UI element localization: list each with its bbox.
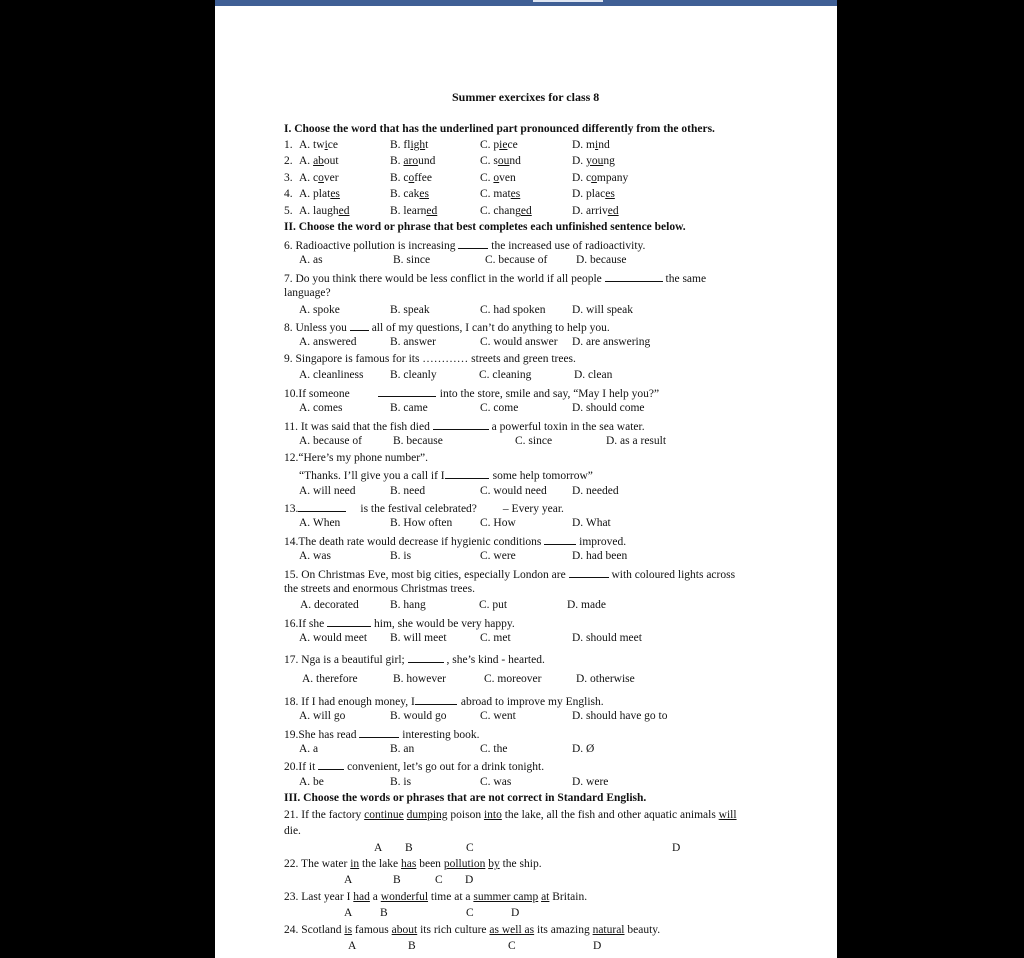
section-3-heading: III. Choose the words or phrases that are not correct in Standard English. xyxy=(284,792,647,804)
q21-stem: 21. If the factory continue dumping poison into the lake, all the fish and other aquatic animals will xyxy=(284,809,737,821)
q9-opt-a: A. cleanliness xyxy=(299,369,364,381)
p1-q1-d: D. mind xyxy=(572,139,610,151)
q10-stem: 10.If someone into the store, smile and say, “May I help you?” xyxy=(284,385,659,401)
p1-q5-a: A. laughed xyxy=(299,205,350,217)
q7-opt-d: D. will speak xyxy=(572,304,634,316)
document-page xyxy=(215,0,837,958)
q7-opt-a: A. spoke xyxy=(299,304,340,316)
q14-opt-c: C. were xyxy=(480,550,516,562)
q10-opt-b: B. came xyxy=(390,402,428,414)
q12-opt-d: D. needed xyxy=(572,485,619,497)
p1-q5-num: 5. xyxy=(284,205,293,217)
q14-opt-d: D. had been xyxy=(572,550,628,562)
q8-stem: 8. Unless you all of my questions, I can’t do anything to help you. xyxy=(284,319,610,335)
q12-stem-cont: “Thanks. I’ll give you a call if I some help tomorrow” xyxy=(299,467,593,483)
q22-stem: 22. The water in the lake has been pollution by the ship. xyxy=(284,858,542,870)
q19-stem: 19.She has read interesting book. xyxy=(284,726,480,742)
q15-stem-cont: the streets and enormous Christmas trees. xyxy=(284,583,475,595)
q22-label-d: D xyxy=(465,874,474,886)
q9-opt-d: D. clean xyxy=(574,369,613,381)
q14-opt-b: B. is xyxy=(390,550,412,562)
p1-q5-c: C. changed xyxy=(480,205,532,217)
q19-opt-c: C. the xyxy=(480,743,508,755)
q17-opt-d: D. otherwise xyxy=(576,673,635,685)
q13-opt-a: A. When xyxy=(299,517,341,529)
q6-stem: 6. Radioactive pollution is increasing the increased use of radioactivity. xyxy=(284,237,645,253)
q24-stem: 24. Scotland is famous about its rich culture as well as its amazing natural beauty. xyxy=(284,924,661,936)
q19-opt-d: D. Ø xyxy=(572,743,595,755)
q6-opt-a: A. as xyxy=(299,254,323,266)
p1-q1-b: B. flight xyxy=(390,139,429,151)
q6-opt-b: B. since xyxy=(393,254,431,266)
p1-q2-c: C. sound xyxy=(480,155,521,167)
q10-opt-a: A. comes xyxy=(299,402,343,414)
q17-opt-c: C. moreover xyxy=(484,673,542,685)
q14-stem: 14.The death rate would decrease if hygienic conditions improved. xyxy=(284,533,626,549)
q15-stem: 15. On Christmas Eve, most big cities, especially London are with coloured lights across xyxy=(284,566,735,582)
q20-opt-c: C. was xyxy=(480,776,512,788)
q14-opt-a: A. was xyxy=(299,550,331,562)
q21-label-a: A xyxy=(374,842,383,854)
q24-label-c: C xyxy=(508,940,516,952)
q11-opt-d: D. as a result xyxy=(606,435,667,447)
q18-opt-c: C. went xyxy=(480,710,516,722)
q6-opt-d: D. because xyxy=(576,254,627,266)
q16-stem: 16.If she him, she would be very happy. xyxy=(284,615,515,631)
q8-opt-d: D. are answering xyxy=(572,336,651,348)
q16-opt-b: B. will meet xyxy=(390,632,447,644)
p1-q2-num: 2. xyxy=(284,155,293,167)
q20-stem: 20.If it convenient, let’s go out for a drink tonight. xyxy=(284,758,544,774)
p1-q4-d: D. places xyxy=(572,188,615,200)
q20-opt-d: D. were xyxy=(572,776,609,788)
q23-label-d: D xyxy=(511,907,520,919)
q22-label-b: B xyxy=(393,874,401,886)
p1-q3-d: D. company xyxy=(572,172,629,184)
q23-label-a: A xyxy=(344,907,353,919)
q22-label-a: A xyxy=(344,874,353,886)
q18-opt-d: D. should have go to xyxy=(572,710,668,722)
p1-q4-b: B. cakes xyxy=(390,188,429,200)
q17-opt-a: A. therefore xyxy=(302,673,358,685)
q20-opt-a: A. be xyxy=(299,776,324,788)
p1-q3-a: A. cover xyxy=(299,172,339,184)
section-1-heading: I. Choose the word that has the underlined part pronounced differently from the others. xyxy=(284,123,715,135)
q16-opt-d: D. should meet xyxy=(572,632,642,644)
q18-stem: 18. If I had enough money, I abroad to improve my English. xyxy=(284,693,604,709)
q21-stem-cont: die. xyxy=(284,825,301,837)
p1-q2-a: A. about xyxy=(299,155,339,167)
q15-opt-c: C. put xyxy=(479,599,508,611)
p1-q1-a: A. twice xyxy=(299,139,338,151)
q19-opt-a: A. a xyxy=(299,743,319,755)
q12-stem: 12.“Here’s my phone number”. xyxy=(284,452,429,464)
p1-q3-c: C. oven xyxy=(480,172,516,184)
q13-opt-d: D. What xyxy=(572,517,611,529)
q17-stem: 17. Nga is a beautiful girl; , she’s kind - hearted. xyxy=(284,651,545,667)
q9-stem: 9. Singapore is famous for its ………… streets and green trees. xyxy=(284,353,576,365)
q17-opt-b: B. however xyxy=(393,673,447,685)
q18-opt-a: A. will go xyxy=(299,710,346,722)
p1-q1-c: C. piece xyxy=(480,139,518,151)
q24-label-d: D xyxy=(593,940,602,952)
p1-q2-d: D. young xyxy=(572,155,615,167)
q10-opt-c: C. come xyxy=(480,402,519,414)
q11-opt-b: B. because xyxy=(393,435,443,447)
q18-opt-b: B. would go xyxy=(390,710,447,722)
q13-opt-c: C. How xyxy=(480,517,516,529)
q21-label-b: B xyxy=(405,842,413,854)
p1-q4-c: C. mates xyxy=(480,188,521,200)
q7-stem-cont: language? xyxy=(284,287,331,299)
q24-label-b: B xyxy=(408,940,416,952)
q23-label-b: B xyxy=(380,907,388,919)
q20-opt-b: B. is xyxy=(390,776,412,788)
section-2-heading: II. Choose the word or phrase that best completes each unfinished sentence below. xyxy=(284,221,686,233)
q23-stem: 23. Last year I had a wonderful time at a summer camp at Britain. xyxy=(284,891,588,903)
q9-opt-c: C. cleaning xyxy=(479,369,532,381)
q7-opt-c: C. had spoken xyxy=(480,304,546,316)
q12-opt-b: B. need xyxy=(390,485,426,497)
q9-opt-b: B. cleanly xyxy=(390,369,437,381)
q13-opt-b: B. How often xyxy=(390,517,453,529)
q11-stem: 11. It was said that the fish died a powerful toxin in the sea water. xyxy=(284,418,645,434)
p1-q2-b: B. around xyxy=(390,155,436,167)
viewer-tab-indicator xyxy=(533,0,603,2)
q15-opt-b: B. hang xyxy=(390,599,426,611)
q12-opt-a: A. will need xyxy=(299,485,356,497)
q16-opt-a: A. would meet xyxy=(299,632,368,644)
q13-stem: 13. is the festival celebrated? – Every year. xyxy=(284,500,564,516)
p1-q5-b: B. learned xyxy=(390,205,438,217)
q19-opt-b: B. an xyxy=(390,743,415,755)
p1-q5-d: D. arrived xyxy=(572,205,619,217)
q22-label-c: C xyxy=(435,874,443,886)
q7-stem: 7. Do you think there would be less conflict in the world if all people the same xyxy=(284,270,706,286)
q11-opt-a: A. because of xyxy=(299,435,362,447)
q16-opt-c: C. met xyxy=(480,632,511,644)
q7-opt-b: B. speak xyxy=(390,304,430,316)
p1-q3-b: B. coffee xyxy=(390,172,432,184)
p1-q4-a: A. plates xyxy=(299,188,340,200)
q15-opt-d: D. made xyxy=(567,599,606,611)
viewer-top-bar xyxy=(215,0,837,6)
p1-q4-num: 4. xyxy=(284,188,293,200)
q15-opt-a: A. decorated xyxy=(300,599,359,611)
p1-q1-num: 1. xyxy=(284,139,293,151)
q21-label-c: C xyxy=(466,842,474,854)
q10-opt-d: D. should come xyxy=(572,402,645,414)
q6-opt-c: C. because of xyxy=(485,254,548,266)
document-title: Summer exercixes for class 8 xyxy=(452,90,600,104)
q12-opt-c: C. would need xyxy=(480,485,547,497)
q8-opt-a: A. answered xyxy=(299,336,357,348)
q8-opt-c: C. would answer xyxy=(480,336,558,348)
q24-label-a: A xyxy=(348,940,357,952)
q8-opt-b: B. answer xyxy=(390,336,436,348)
p1-q3-num: 3. xyxy=(284,172,293,184)
q11-opt-c: C. since xyxy=(515,435,553,447)
q21-label-d: D xyxy=(672,842,681,854)
q23-label-c: C xyxy=(466,907,474,919)
